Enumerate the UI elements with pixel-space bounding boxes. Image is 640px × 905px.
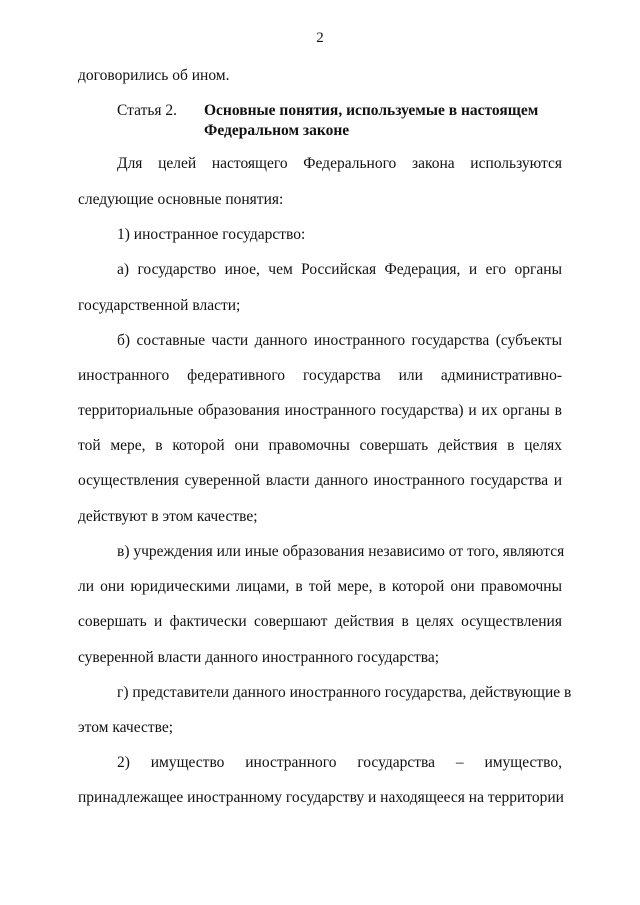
text-line: государственной власти; (78, 297, 241, 314)
text-line: 2) имущество иностранного государства – имущество, (117, 754, 562, 771)
article-title: Основные понятия, используемые в настоящем Федеральном законе (204, 102, 539, 139)
text-line: ли они юридическими лицами, в той мере, в которой они правомочны (78, 578, 562, 595)
text-line: иностранного федеративного государства или административно- (78, 367, 562, 384)
text-line: б) составные части данного иностранного государства (субъекты (117, 332, 562, 349)
text-line: принадлежащее иностранному государству и находящееся на территории (78, 789, 564, 806)
text-line: действуют в этом качестве; (78, 508, 258, 525)
text-line: территориальные образования иностранного государства) и их органы в (78, 402, 562, 419)
text-line: Для целей настоящего Федерального закона используются (117, 155, 562, 172)
page-number: 2 (316, 30, 324, 46)
text-line: совершать и фактически совершают действия в целях осуществления (78, 613, 562, 630)
text-line: следующие основные понятия: (78, 191, 284, 208)
text-line: договорились об ином. (78, 67, 230, 84)
text-line: той мере, в которой они правомочны совершать действия в целях (78, 437, 562, 454)
text-line: в) учреждения или иные образования независимо от того, являются (117, 543, 565, 560)
text-line: осуществления суверенной власти данного иностранного государства и (78, 472, 562, 489)
text-line: суверенной власти данного иностранного государства; (78, 649, 440, 666)
text-line: г) представители данного иностранного государства, действующие в (117, 684, 572, 701)
article-label: Статья 2. (117, 102, 178, 119)
text-line: 1) иностранное государство: (117, 226, 306, 243)
text-line: а) государство иное, чем Российская Федерация, и его органы (117, 261, 562, 278)
text-line: этом качестве; (78, 719, 174, 736)
